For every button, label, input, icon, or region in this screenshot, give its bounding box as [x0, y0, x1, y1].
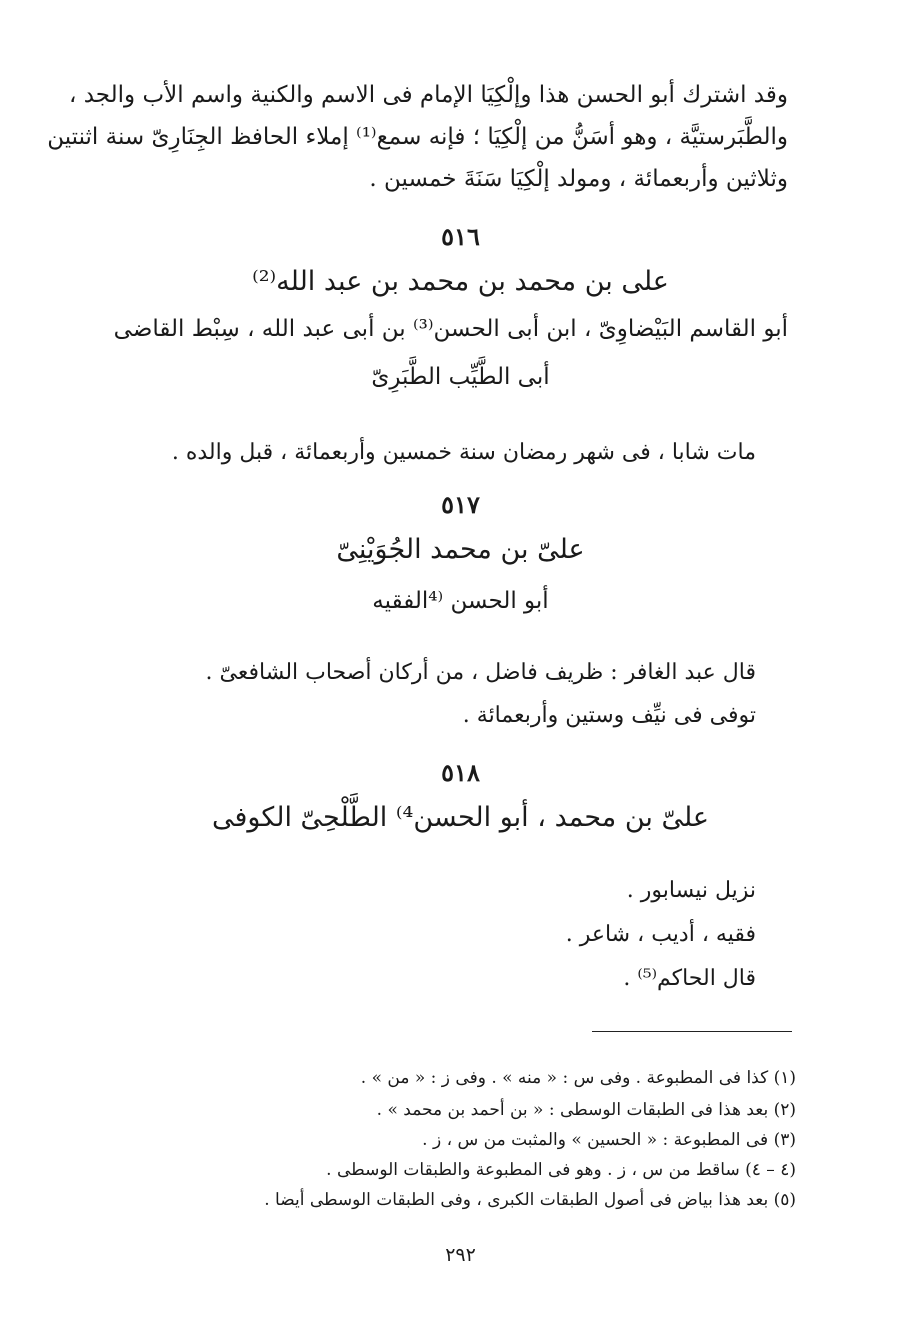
entry-body-line: فقيه ، أديب ، شاعر .: [565, 922, 756, 947]
entry-number: ٥١٦: [441, 222, 480, 251]
footnote: (٥) بعد هذا بياض فى أصول الطبقات الكبرى ، وفى الطبقات الوسطى أيضا .: [264, 1190, 796, 1210]
footnote-separator: [592, 1031, 792, 1032]
footnote: (٤ – ٤) ساقط من س ، ز . وهو فى المطبوعة والطبقات الوسطى .: [326, 1160, 796, 1180]
entry-number: ٥١٨: [441, 758, 480, 787]
intro-line: وقد اشترك أبو الحسن هذا وإلْكِيَا الإمام فى الاسم والكنية واسم الأب والجد ،: [69, 82, 788, 108]
entry-body-line: قال الحاكم⁽⁵⁾ .: [623, 966, 756, 991]
page-number: ٢٩٢: [445, 1244, 476, 1266]
entry-number: ٥١٧: [441, 490, 480, 519]
entry-body-line: نزيل نيسابور .: [626, 878, 756, 903]
entry-subtitle: أبو القاسم البَيْضاوِىّ ، ابن أبى الحسن⁽³⁾ بن أبى عبد الله ، سِبْط القاضى: [113, 316, 788, 342]
entry-body-line: توفى فى نيِّف وستين وأربعمائة .: [462, 703, 756, 728]
entry-body-line: مات شابا ، فى شهر رمضان سنة خمسين وأربعمائة ، قبل والده .: [171, 440, 756, 465]
entry-name: على بن محمد بن محمد بن عبد الله⁽²⁾: [252, 266, 669, 297]
entry-body-line: قال عبد الغافر : ظريف فاضل ، من أركان أصحاب الشافعىّ .: [205, 660, 756, 685]
entry-subtitle: أبى الطَّيِّب الطَّبَرِىّ: [371, 364, 550, 390]
entry-name: علىّ بن محمد ، أبو الحسن⁴⁾ الطَّلْحِىّ الكوفى: [211, 802, 710, 833]
footnote: (٣) فى المطبوعة : « الحسين » والمثبت من س ، ز .: [422, 1130, 796, 1150]
intro-line: وثلاثين وأربعمائة ، ومولد إلْكِيَا سَنَةَ خمسين .: [369, 166, 788, 192]
footnote: (١) كذا فى المطبوعة . وفى س : « منه » . وفى ز : « من » .: [360, 1068, 796, 1088]
entry-subtitle: أبو الحسن ⁽⁴الفقيه: [372, 588, 549, 614]
entry-name: علىّ بن محمد الجُوَيْنِىّ: [336, 534, 585, 565]
footnote: (٢) بعد هذا فى الطبقات الوسطى : « بن أحمد بن محمد » .: [376, 1100, 796, 1120]
intro-line: والطَّبَرستيَّة ، وهو أسَنُّ من إلْكِيَا ؛ فإنه سمع⁽¹⁾ إملاء الحافظ الجِنَارِىّ سنة اثنتين: [47, 124, 788, 150]
